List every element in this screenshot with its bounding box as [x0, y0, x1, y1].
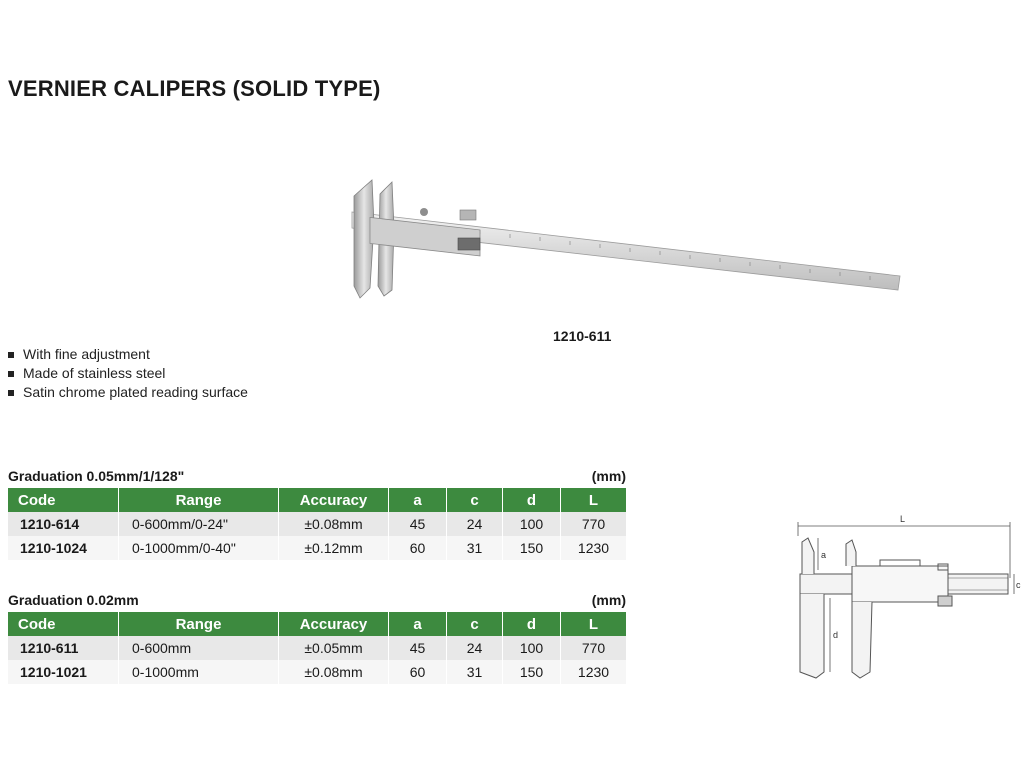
cell-l: 770 [560, 512, 626, 536]
feature-item [8, 364, 248, 383]
column-header: Range [118, 488, 278, 512]
cell-d: 150 [502, 660, 560, 684]
spec-block-graduation-005 [8, 468, 626, 560]
cell-l: 1230 [560, 660, 626, 684]
spec-table [8, 612, 626, 684]
cell-c: 31 [446, 660, 502, 684]
cell-a: 60 [388, 536, 446, 560]
column-header: L [560, 488, 626, 512]
table-row [8, 512, 626, 536]
cell-a: 60 [388, 660, 446, 684]
feature-list [8, 345, 248, 402]
diagram-label-a: a [821, 550, 827, 560]
table-header-row [8, 612, 626, 636]
spec-unit: (mm) [591, 468, 626, 484]
cell-accuracy: ±0.05mm [278, 636, 388, 660]
bullet-icon [8, 371, 14, 377]
spec-table [8, 488, 626, 560]
column-header: Range [118, 612, 278, 636]
table-header-row [8, 488, 626, 512]
table-row [8, 536, 626, 560]
column-header: a [388, 488, 446, 512]
column-header: d [502, 612, 560, 636]
bullet-icon [8, 390, 14, 396]
column-header: d [502, 488, 560, 512]
cell-c: 31 [446, 536, 502, 560]
spec-title: Graduation 0.02mm [8, 592, 139, 608]
column-header: c [446, 488, 502, 512]
column-header: a [388, 612, 446, 636]
diagram-label-d: d [833, 630, 839, 640]
cell-code: 1210-1021 [8, 660, 118, 684]
cell-l: 1230 [560, 536, 626, 560]
spec-header [8, 468, 626, 488]
bullet-icon [8, 352, 14, 358]
cell-c: 24 [446, 512, 502, 536]
spec-unit: (mm) [591, 592, 626, 608]
column-header: c [446, 612, 502, 636]
cell-range: 0-600mm/0-24" [118, 512, 278, 536]
column-header: Accuracy [278, 612, 388, 636]
dimension-diagram [790, 512, 1022, 688]
cell-d: 150 [502, 536, 560, 560]
cell-accuracy: ±0.08mm [278, 512, 388, 536]
diagram-label-c: c [1016, 580, 1021, 590]
cell-a: 45 [388, 636, 446, 660]
cell-a: 45 [388, 512, 446, 536]
photo-caption: 1210-611 [553, 328, 612, 344]
cell-range: 0-600mm [118, 636, 278, 660]
caliper-photo [340, 178, 910, 308]
cell-c: 24 [446, 636, 502, 660]
column-header: Accuracy [278, 488, 388, 512]
column-header: Code [8, 612, 118, 636]
column-header: Code [8, 488, 118, 512]
column-header: L [560, 612, 626, 636]
spec-header [8, 592, 626, 612]
cell-code: 1210-614 [8, 512, 118, 536]
cell-d: 100 [502, 636, 560, 660]
cell-code: 1210-1024 [8, 536, 118, 560]
cell-l: 770 [560, 636, 626, 660]
cell-d: 100 [502, 512, 560, 536]
spec-block-graduation-002 [8, 592, 626, 684]
cell-accuracy: ±0.08mm [278, 660, 388, 684]
table-row [8, 660, 626, 684]
feature-text: Satin chrome plated reading surface [23, 384, 248, 400]
cell-accuracy: ±0.12mm [278, 536, 388, 560]
feature-text: Made of stainless steel [23, 365, 166, 381]
spec-title: Graduation 0.05mm/1/128" [8, 468, 185, 484]
cell-range: 0-1000mm/0-40" [118, 536, 278, 560]
page-title: VERNIER CALIPERS (SOLID TYPE) [8, 76, 381, 101]
feature-text: With fine adjustment [23, 346, 150, 362]
feature-item [8, 345, 248, 364]
diagram-label-l: L [900, 514, 906, 524]
table-row [8, 636, 626, 660]
cell-code: 1210-611 [8, 636, 118, 660]
feature-item [8, 383, 248, 402]
cell-range: 0-1000mm [118, 660, 278, 684]
